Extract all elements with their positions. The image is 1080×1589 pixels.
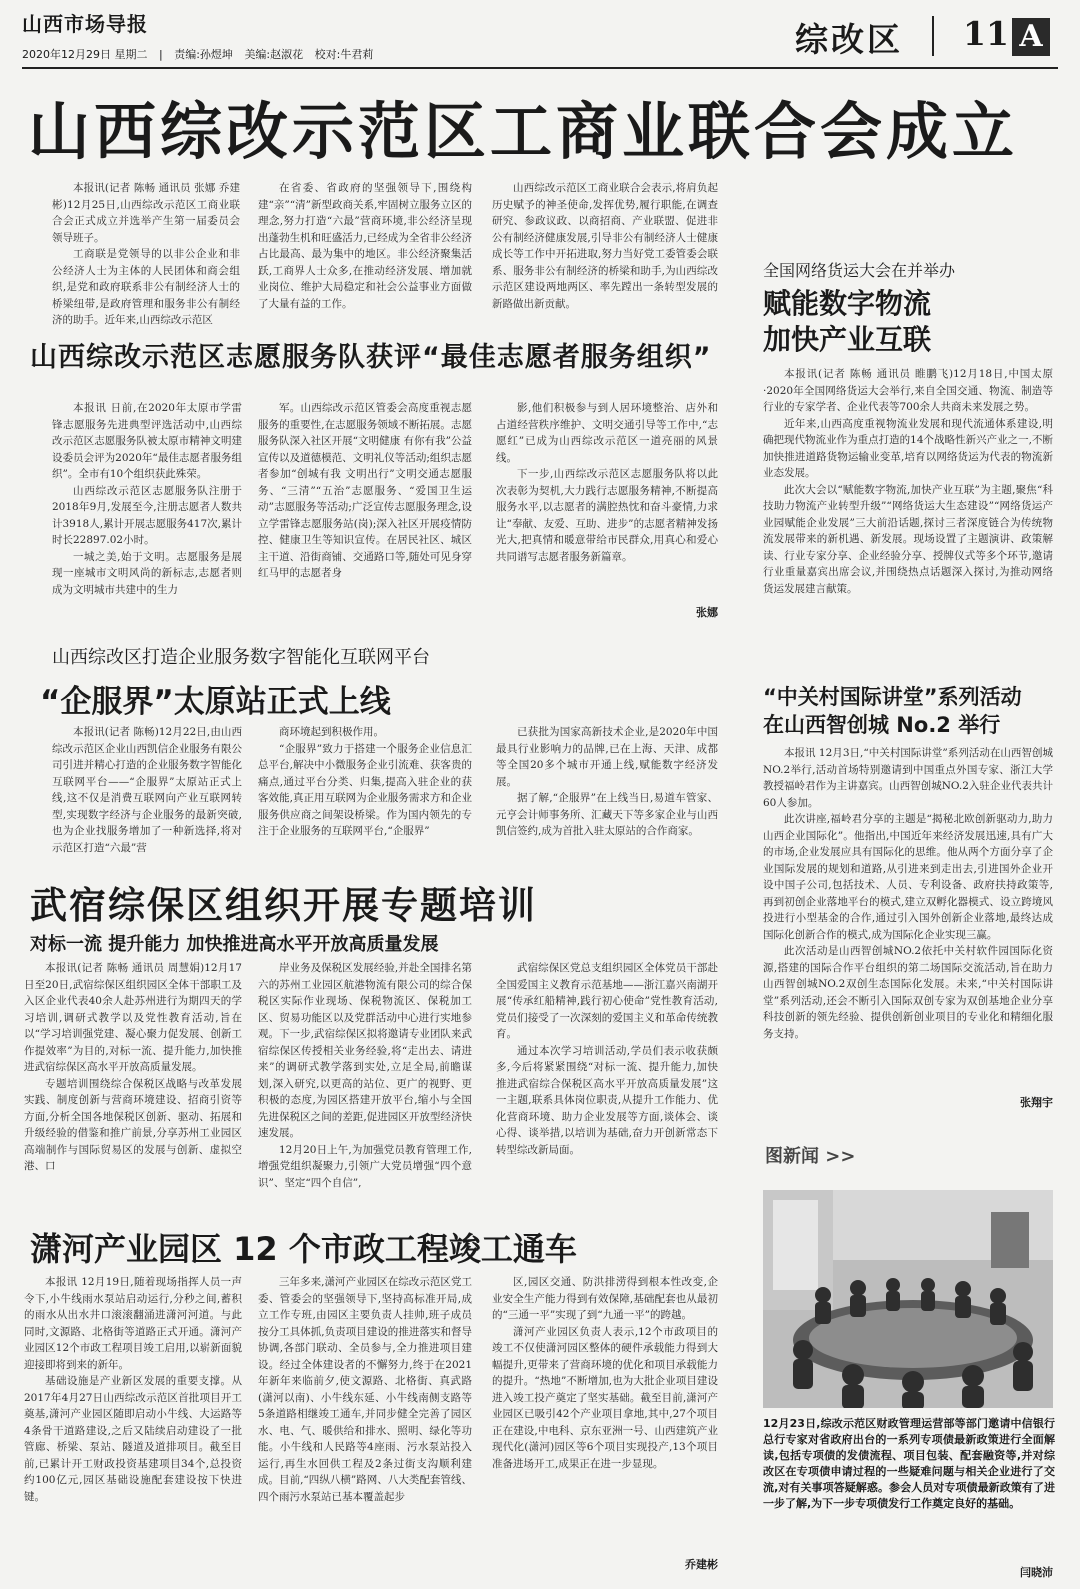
header-divider [932, 16, 934, 56]
editor-credit: 责编:孙煜坤 [174, 48, 233, 61]
masthead: 山西市场导报 [22, 12, 148, 36]
photo-news-tag: 图新闻 >> [765, 1146, 856, 1167]
article6-headline-line2: 加快产业互联 [763, 323, 932, 356]
article5-headline: 潇河产业园区 12 个市政工程竣工通车 [30, 1230, 577, 1268]
photo-caption: 12月23日,综改示范区财政管理运营部等部门邀请中信银行总行专家对省政府出台的一系列专项债最新政策进行全面解读,包括专项债的发债流程、项目包装、配套融资等,并对综改区在专项债申请过程的一些疑难问题与相关企业进行了交流,对有关事项答疑解惑。参会人员对专项债最新政策有了进一步了解,为下一步专项债发行工作奠定良好的基础。 [763, 1417, 1055, 1510]
article2-byline: 张娜 [696, 606, 718, 619]
section-name: 综改区 [795, 20, 903, 59]
designer-credit: 美编:赵淑花 [244, 48, 304, 61]
article2-col3: 影,他们积极参与到人居环境整治、店外和占道经营秩序维护、文明交通引导等工作中,“志愿红”已成为山西综改示范区一道亮丽的风景线。 下一步,山西综改示范区志愿服务队将以此次表彰为契机,大力践行志愿服务精神,不断提高服务水平,以志愿者的满腔热忱和奋斗豪情,力求让“奉献、友爱、互助、进步”的志愿者精神发扬光大,把真情和暖意带给市民群众,用真心和爱心共同谱写志愿者服务新篇章。 [496, 402, 718, 563]
article4-headline: 武宿综保区组织开展专题培训 [30, 884, 537, 927]
header-rule [22, 67, 1058, 69]
article5-byline: 乔建彬 [685, 1558, 718, 1571]
article6-body: 本报讯(记者 陈畅 通讯员 睢鹏飞)12月18日,中国太原·2020年全国网络货运大会举行,来自全国交通、物流、制造等行业的专家学者、企业代表等700余人共商未来发展之势。 近年来,山西高度重视物流业发展和现代流通体系建设,明确把现代物流业作为重点打造的14个战略性新兴产业之一,不断加快推进道路货物运输业变革,培育以网络货运为代表的物流新业态发展。 此次大会以“赋能数字物流,加快产业互联”为主题,聚焦“科技助力物流产业转型升级”“网络货运大生态建设”“网络货运产业园赋能企业发展”三大前沿话题,探讨三者深度链合为传统物流发展带来的新机遇、新发展。现场设置了主题演讲、政策解读、行业专家分享、企业经验分享、授牌仪式等多个环节,邀请行业重量嘉宾出席会议,并围绕热点话题深入探讨,为推动网络货运发展建言献策。 [763, 368, 1053, 595]
page-number: 11 [963, 14, 1009, 53]
article5-col1: 本报讯 12月19日,随着现场指挥人员一声令下,小牛线雨水泵站启动运行,分秒之间,蓄积的雨水从出水井口滚滚翻涌进潇河河道。与此同时,文源路、北格街等道路正式开通。潇河产业园区12个市政工程项目竣工启用,以崭新面貌迎接即将到来的新年。 基础设施是产业新区发展的重要支撑。从2017年4月27日山西综改示范区首批项目开工奠基,潇河产业园区随即启动小牛线、大运路等4条骨干道路建设,之后又陆续启动建设了一批管廊、桥梁、泵站、隧道及道排项目。截至目前,已累计开工财政投资基建项目34个,总投资约100亿元,园区基础设施配套建设按下快进键。 [24, 1276, 242, 1503]
lead-headline: 山西综改示范区工商业联合会成立 [28, 95, 1019, 168]
article2-col2: 军。山西综改示范区管委会高度重视志愿服务的重要性,在志愿服务领域不断拓展。志愿服务队深入社区开展“文明健康 有你有我”公益宣传以及道德模范、文明礼仪等活动;组织志愿者参加“创城有我 文明出行”文明交通志愿服务、“三清”“五治”志愿服务、“爱国卫生运动”志愿服务等活动;广泛宣传志愿服务理念,设立学雷锋志愿服务站(岗);深入社区开展疫情防控、健康卫生等知识宣传。在居民社区、城区主干道、沿街商铺、交通路口等,随处可见身穿红马甲的志愿者身 [258, 402, 472, 579]
article6-headline-line1: 赋能数字物流 [763, 287, 932, 320]
meeting-photo [763, 1190, 1053, 1408]
article3-col1: 本报讯(记者 陈畅)12月22日,由山西综改示范区企业山西凯信企业服务有限公司引进并精心打造的企业服务数字智能化互联网平台——“企服界”太原站正式上线,这不仅是消费互联网向产业互联网转型,实现数字经济与企业服务的最新突破,也为企业找服务增加了一种新选择,将对示范区打造“六最”营 [52, 726, 242, 854]
article5-col3: 区,园区交通、防洪排涝得到根本性改变,企业安全生产能力得到有效保障,基础配套也从最初的“三通一平”实现了到“九通一平”的跨越。 潇河产业园区负责人表示,12个市政项目的竣工不仅使潇河园区整体的硬件承载能力得到大幅提升,更带来了营商环境的优化和项目承载能力的提升。“热地”不断增加,也为大批企业项目建设进入竣工投产奠定了坚实基础。截至目前,潇河产业园区已吸引42个产业项目拿地,其中,27个项目正在建设,中电科、京东亚洲一号、山西建筑产业现代化(潇河)园区等6个项目实现投产,13个项目准备进场开工,成果正在进一步显现。 [492, 1276, 718, 1470]
article2-col1: 本报讯 日前,在2020年太原市学雷锋志愿服务先进典型评选活动中,山西综改示范区志愿服务队被太原市精神文明建设委员会评为2020年“最佳志愿者服务组织”。全市有10个组织获此殊荣。 山西综改示范区志愿服务队注册于2018年9月,发展至今,注册志愿者人数共计3918人,累计开展志愿服务417次,累计时长22897.02小时。 一城之美,始于文明。志愿服务是展现一座城市文明风尚的新标志,志愿者则成为文明城市共建中的生力 [52, 402, 242, 596]
article3-kicker: 山西综改区打造企业服务数字智能化互联网平台 [52, 647, 430, 668]
meeting-room-illustration [763, 1190, 1053, 1408]
article7-byline: 张翔宇 [1020, 1096, 1053, 1109]
article1-col1: 本报讯(记者 陈畅 通讯员 张娜 乔建彬)12月25日,山西综改示范区工商业联合会正式成立并选举产生第一届委员会领导班子。 工商联是党领导的以非公企业和非公经济人士为主体的人民团体和商会组织,是党和政府联系非公有制经济人士的桥梁纽带,是政府管理和服务非公有制经济的助手。近年来,山西综改示范区 [52, 182, 240, 326]
article3-headline: “企服界”太原站正式上线 [40, 684, 391, 720]
article7-headline-line1: “中关村国际讲堂”系列活动 [763, 685, 1022, 709]
page-letter-badge: A [1012, 18, 1050, 56]
dateline: 2020年12月29日 星期二 | 责编:孙煜坤 美编:赵淑花 校对:牛君莉 [22, 48, 374, 61]
article7-headline-line2: 在山西智创城 No.2 举行 [763, 713, 1001, 737]
article1-col2: 在省委、省政府的坚强领导下,围绕构建“亲”“清”新型政商关系,牢固树立服务立区的理念,努力打造“六最”营商环境,非公经济呈现出蓬勃生机和旺盛活力,已经成为全省非公经济占比最高、最为集中的地区。非公经济聚集活跃,工商界人士众多,在推动经济发展、增加就业岗位、维护大局稳定和社会公益事业方面做了大量有益的工作。 [258, 182, 472, 310]
proofreader-credit: 校对:牛君莉 [314, 48, 374, 61]
article4-col1: 本报讯(记者 陈畅 通讯员 周慧娟)12月17日至20日,武宿综保区组织园区全体干部职工及入区企业代表40余人赴苏州进行为期四天的学习培训,调研式教学以及党性教育活动,旨在以“学习培训强党建、凝心聚力促发展、创新工作提效率”为目的,对标一流、提升能力,加快推进武宿综保区高水平开放高质量发展。 专题培训围绕综合保税区战略与改革发展实践、制度创新与营商环境建设、招商引资等方面,分析全国各地保税区创新、驱动、拓展和升级经验的借鉴和推广前景,分享苏州工业园区高端制作与国际贸易区的发展与创新、虚拟空港、口 [24, 962, 242, 1172]
article7-body: 本报讯 12月3日,“中关村国际讲堂”系列活动在山西智创城NO.2举行,活动首场特别邀请到中国重点外国专家、浙江大学教授福岭君作为主讲嘉宾。山西智创城NO.2入驻企业代表共计60人参加。 此次讲座,福岭君分享的主题是“揭秘北欧创新驱动力,助力山西企业国际化”。他指出,中国近年来经济发展迅速,具有广大的市场,企业发展应具有国际化的思维。他从两个方面分享了企业国际发展的规划和道路,从引进来到走出去,引进国外企业开设中国子公司,包括技术、人员、专利设备、政府扶持政策等,再到初创企业落地平台的模式,建立双孵化器模式、设立跨境风投进行小型基金的合作,通过引入国外创新企业落地,最终达成国际化创新合作的模式,成为国际化企业实现三赢。 此次活动是山西智创城NO.2依托中关村软件园国际化资源,搭建的国际合作平台组织的第二场国际交流活动,旨在助力山西智创城NO.2双创生态国际化发展。未来,“中关村国际讲堂”系列活动,还会不断引入国际双创专家为双创基地企业分享科技创新的领先经验、提供创新创业项目的专业化和精细化服务支持。 [763, 747, 1053, 1040]
article3-col3: 已获批为国家高新技术企业,是2020年中国最具行业影响力的品牌,已在上海、天津、成都等全国20多个城市开通上线,赋能数字经济发展。 据了解,“企服界”在上线当日,易道车管家、元亨会计师事务所、汇藏天下等多家企业与山西凯信签约,成为首批入驻太原站的合作商家。 [496, 726, 718, 837]
article3-col2: 商环境起到积极作用。 “企服界”致力于搭建一个服务企业信息汇总平台,解决中小微服务企业引流难、获客贵的痛点,通过平台分类、归集,提高入驻企业的获客效能,真正用互联网为企业服务需求方和企业服务供应商之间架设桥梁。作为国内领先的专注于企业服务的互联网平台,“企服界” [258, 726, 472, 837]
article4-col2: 岸业务及保税区发展经验,并赴全国排名第六的苏州工业园区航港物流有限公司的综合保税区实际作业现场、保税物流区、保税加工区、贸易功能区以及党群活动中心进行实地参观。下一步,武宿综保区拟将邀请专业团队来武宿综保区传授相关业务经验,将“走出去、请进来”的调研式教学落到实处,立足全局,前瞻谋划,深入研究,以更高的站位、更广的视野、更积极的态度,为园区搭建开放平台,缩小与全国先进保税区之间的差距,促进园区开放型经济快速发展。 12月20日上午,为加强党员教育管理工作,增强党组织凝聚力,引领广大党员增强“四个意识”、坚定“四个自信”, [258, 962, 472, 1189]
article6-kicker: 全国网络货运大会在并举办 [763, 261, 956, 280]
issue-date: 2020年12月29日 星期二 [22, 48, 148, 61]
article4-subhead: 对标一流 提升能力 加快推进高水平开放高质量发展 [30, 934, 439, 955]
article5-col2: 三年多来,潇河产业园区在综改示范区党工委、管委会的坚强领导下,坚持高标准开局,成立工作专班,由园区主要负责人挂帅,班子成员按分工具体抓,负责项目建设的推进落实和督导协调,各部门联动、全员参与,全力推进项目建设。经过全体建设者的不懈努力,终于在2021年新年来临前夕,使文源路、北格街、真武路(潇河以南)、小牛线东延、小牛线南侧支路等5条道路相继竣工通车,并同步健全完善了园区水、电、气、暖供给和排水、照明、绿化等功能。小牛线和人民路等4座雨、污水泵站投入运行,再生水回供工程及2条过街支沟顺利建成。目前,“四纵八横”路网、八大类配套管线、四个雨污水泵站已基本覆盖起步 [258, 1276, 472, 1503]
photo-byline: 闫晓沛 [1020, 1566, 1053, 1579]
article4-col3: 武宿综保区党总支组织园区全体党员干部赴全国爱国主义教育示范基地——浙江嘉兴南湖开展“传承红船精神,践行初心使命”党性教育活动,党员们接受了一次深刻的爱国主义和革命传统教育。 通过本次学习培训活动,学员们表示收获颇多,今后将紧紧围绕“对标一流、提升能力,加快推进武宿综合保税区高水平开放高质量发展”这一主题,联系具体岗位职责,从提升工作能力、优化营商环境、助力企业发展等方面,谈体会、谈心得、谈举措,以培训为基础,奋力开创新常态下转型综改新局面。 [496, 962, 718, 1156]
article2-headline: 山西综改示范区志愿服务队获评“最佳志愿者服务组织” [30, 342, 712, 373]
article1-col3: 山西综改示范区工商业联合会表示,将肩负起历史赋予的神圣使命,发挥优势,履行职能,在调查研究、参政议政、以商招商、产业联盟、促进非公有制经济健康发展,引导非公有制经济人士健康成长等工作中开拓进取,努力当好党工委管委会联系、服务非公有制经济的桥梁和助手,为山西综改示范区建设两地两区、率先蹚出一条转型发展的新路做出新贡献。 [492, 182, 718, 310]
